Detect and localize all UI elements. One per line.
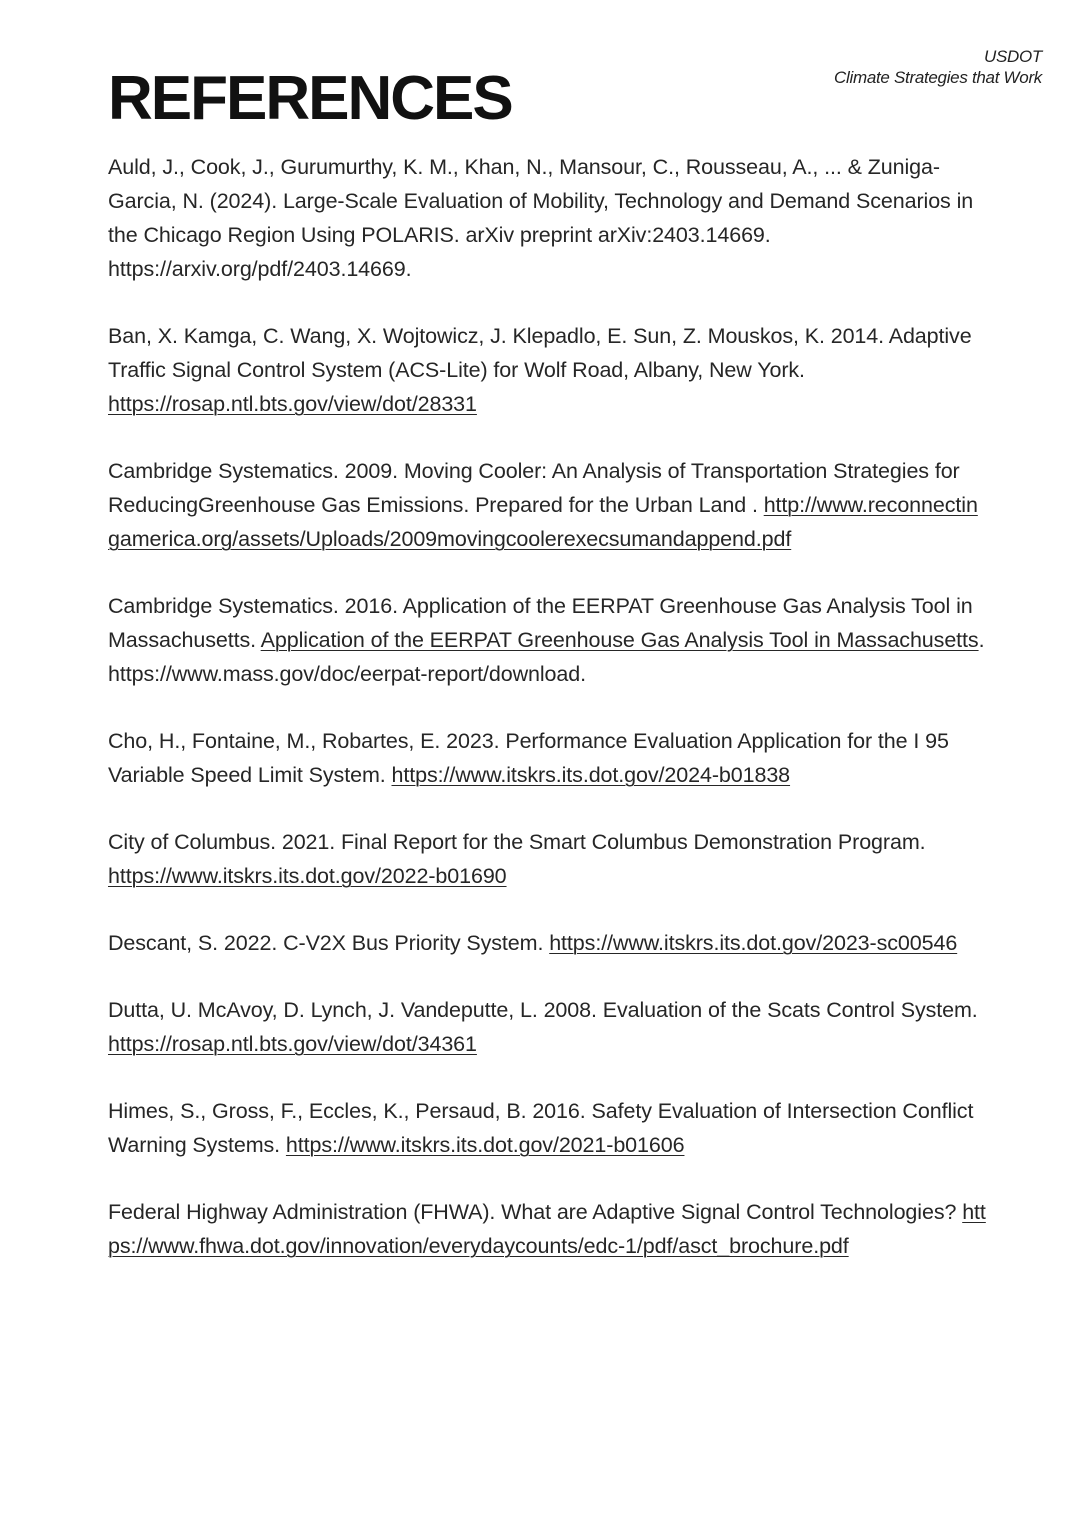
reference-entry: [108, 1094, 988, 1162]
reference-text: Auld, J., Cook, J., Gurumurthy, K. M., Khan, N., Mansour, C., Rousseau, A., ... & Zuniga-Garcia, N. (2024). Large-Scale Evaluation of Mobility, Technology and Demand Scenarios in the Chicago Region Using POLARIS. arXiv preprint arXiv:2403.14669. https://arxiv.org/pdf/2403.14669.: [108, 155, 974, 281]
reference-text: Dutta, U. McAvoy, D. Lynch, J. Vandeputte, L. 2008. Evaluation of the Scats Control System.: [108, 998, 978, 1022]
reference-link[interactable]: https://www.itskrs.its.dot.gov/2024-b01838: [391, 763, 791, 787]
reference-text: Cho, H., Fontaine, M., Robartes, E. 2023. Performance Evaluation Application for the I 95 Variable Speed Limit System.: [108, 729, 949, 787]
header-publication: Climate Strategies that Work: [834, 68, 1042, 87]
reference-link[interactable]: Application of the EERPAT Greenhouse Gas Analysis Tool in Massachusetts: [260, 628, 979, 652]
reference-text: Himes, S., Gross, F., Eccles, K., Persaud, B. 2016. Safety Evaluation of Intersection Conflict Warning Systems.: [108, 1099, 974, 1157]
reference-link[interactable]: https://www.itskrs.its.dot.gov/2023-sc00546: [549, 931, 958, 955]
reference-link[interactable]: https://rosap.ntl.bts.gov/view/dot/34361: [108, 1032, 477, 1056]
reference-link[interactable]: https://www.itskrs.its.dot.gov/2021-b01606: [285, 1133, 685, 1157]
reference-text: Cambridge Systematics. 2016. Application of the EERPAT Greenhouse Gas Analysis Tool in Massachusetts.: [108, 594, 973, 652]
header-org: USDOT: [983, 47, 1042, 66]
reference-text: Federal Highway Administration (FHWA). What are Adaptive Signal Control Technologies?: [108, 1200, 957, 1224]
reference-list: [108, 150, 988, 1296]
reference-link[interactable]: http://www.reconnectingamerica.org/assets/Uploads/2009movingcoolerexecsumandappend.pdf: [108, 493, 978, 551]
page-title: REFERENCES: [108, 64, 512, 133]
reference-entry: [108, 993, 988, 1061]
reference-link[interactable]: https://www.fhwa.dot.gov/innovation/everydaycounts/edc-1/pdf/asct_brochure.pdf: [108, 1200, 986, 1258]
reference-entry: [108, 926, 988, 960]
reference-entry: [108, 1195, 988, 1263]
reference-link[interactable]: https://www.itskrs.its.dot.gov/2022-b01690: [108, 864, 507, 888]
reference-entry: [108, 589, 988, 691]
reference-text: Ban, X. Kamga, C. Wang, X. Wojtowicz, J. Klepadlo, E. Sun, Z. Mouskos, K. 2014. Adaptive Traffic Signal Control System (ACS-Lite) for Wolf Road, Albany, New York.: [108, 324, 972, 382]
reference-text: Cambridge Systematics. 2009. Moving Cooler: An Analysis of Transportation Strategies for ReducingGreenhouse Gas Emissions. Prepared for the Urban Land .: [108, 459, 960, 517]
reference-entry: [108, 319, 988, 421]
reference-text-after: . https://www.mass.gov/doc/eerpat-report/download.: [108, 628, 985, 686]
reference-entry: [108, 724, 988, 792]
reference-text: City of Columbus. 2021. Final Report for the Smart Columbus Demonstration Program.: [108, 830, 926, 854]
reference-entry: [108, 150, 988, 286]
document-header: [834, 46, 1042, 88]
reference-link[interactable]: https://rosap.ntl.bts.gov/view/dot/28331: [108, 392, 477, 416]
reference-text: Descant, S. 2022. C-V2X Bus Priority System.: [108, 931, 544, 955]
reference-entry: [108, 825, 988, 893]
reference-entry: [108, 454, 988, 556]
